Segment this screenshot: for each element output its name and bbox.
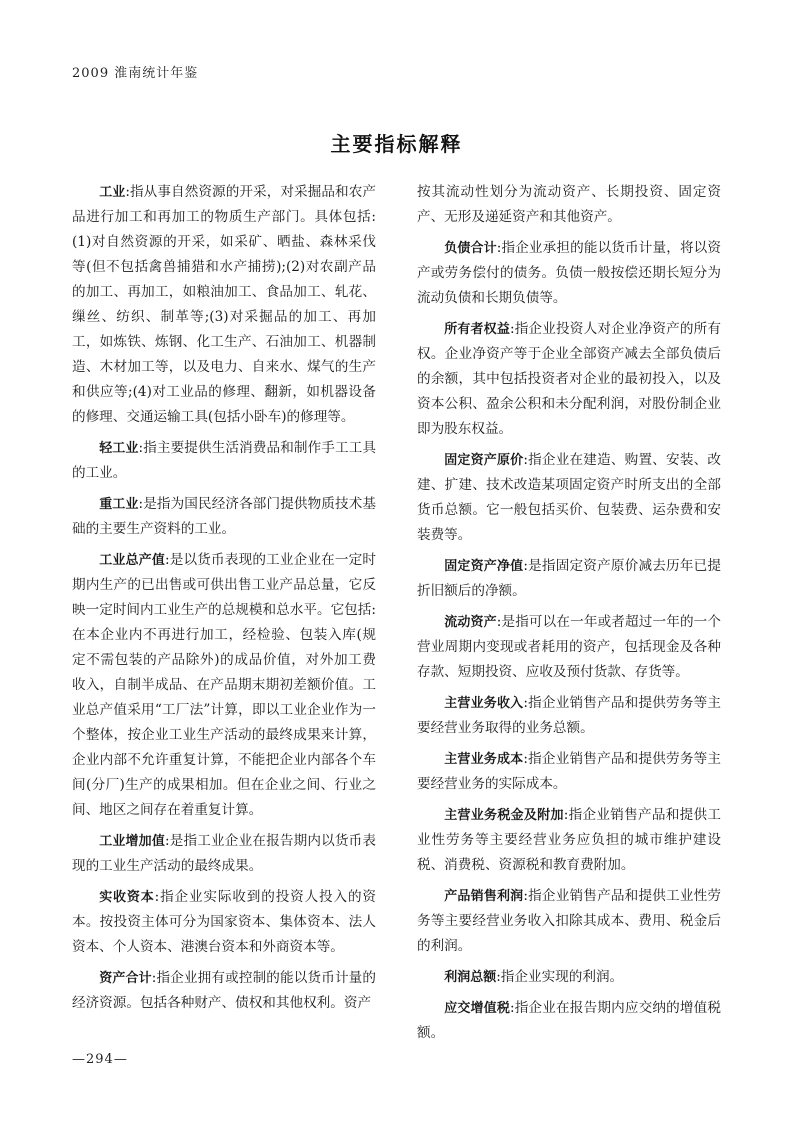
term: 轻工业 <box>99 441 139 456</box>
entry-total-profit <box>417 965 721 990</box>
definition: 是以货币表现的工业企业在一定时期内生产的已出售或可供出售工业产品总量，它反映一定时间内工业生产的总规模和总水平。它包括:在本企业内不再进行加工，经检验、包装入库(规定不需包装的产品除外)的成品价值，对外加工费收入，自制半成品、在产品期末期初差额价值。工业总产值采用“工厂法”计算，即以工业企业作为一个整体，按企业工业生产活动的最终成果来计算，企业内部不允许重复计算，不能把企业内部各个车间(分厂)生产的成果相加。但在企业之间、行业之间、地区之间存在着重复计算。 <box>72 552 376 818</box>
entry-fixed-assets-net-value <box>417 554 721 604</box>
right-column <box>417 180 721 1052</box>
term-separator: : <box>523 751 528 767</box>
definition: 是指工业企业在报告期内以货币表现的工业生产活动的最终成果。 <box>72 833 376 874</box>
entry-product-sales-profit <box>417 884 721 959</box>
term: 重工业 <box>99 497 139 512</box>
term: 流动资产 <box>444 615 497 630</box>
definition: 指企业销售产品和提供工业性劳务等主要经营业务收入扣除其成本、费用、税金后的利润。 <box>417 888 721 954</box>
definition: 指企业承担的能以货币计量，将以资产或劳务偿付的债务。负债一般按偿还期长短分为流动负债和长期负债等。 <box>417 240 721 306</box>
term-separator: : <box>165 552 170 568</box>
definition: 指企业在建造、购置、安装、改建、扩建、技术改造某项固定资产时所支出的全部货币总额。它一般包括买价、包装费、运杂费和安装费等。 <box>417 452 721 543</box>
entry-total-assets-continued: 按其流动性划分为流动资产、长期投资、固定资产、无形及递延资产和其他资产。 <box>417 184 721 225</box>
entry-current-assets <box>417 610 721 685</box>
left-column <box>72 180 376 1022</box>
term: 工业 <box>99 185 126 200</box>
entry-paid-in-capital <box>72 885 376 960</box>
entry-owners-equity <box>417 317 721 442</box>
term-separator: : <box>154 889 160 905</box>
definition: 指企业实际收到的投资人投入的资本。按投资主体可分为国家资本、集体资本、法人资本、个人资本、港澳台资本和外商资本等。 <box>72 889 376 955</box>
page-title: 主要指标解释 <box>330 132 463 156</box>
term-separator: : <box>523 695 528 711</box>
definition: 指企业拥有或控制的能以货币计量的经济资源。包括各种财产、债权和其他权利。资产 <box>72 970 376 1011</box>
term-separator: : <box>510 1000 515 1016</box>
term-separator: : <box>125 184 130 200</box>
entry-total-liabilities <box>417 236 721 311</box>
term: 产品销售利润 <box>444 889 524 904</box>
term: 固定资产净值 <box>444 559 524 574</box>
definition: 指主要提供生活消费品和制作手工工具的工业。 <box>72 440 376 481</box>
entry-main-business-taxes <box>417 803 721 878</box>
term: 固定资产原价 <box>444 453 524 468</box>
definition: 指从事自然资源的开采，对采掘品和农产品进行加工和再加工的物质生产部门。具体包括:(1)对自然资源的开采，如采矿、晒盐、森林采伐等(但不包括禽兽捕猎和水产捕捞);(2)对农副产品的加工、再加工，如粮油加工、食品加工、轧花、缫丝、纺织、制革等;(3)对采掘品的加工、再加工，如炼铁、炼钢、化工生产、石油加工、机器制造、木材加工等，以及电力、自来水、煤气的生产和供应等;(4)对工业品的修理、翻新，如机器设备的修理、交通运输工具(包括小卧车)的修理等。 <box>72 184 376 425</box>
entry-total-assets <box>72 966 376 1016</box>
term: 主营业务收入 <box>444 696 524 711</box>
term: 主营业务成本 <box>444 752 524 767</box>
term-separator: : <box>496 969 501 985</box>
entry-industry <box>72 180 376 430</box>
definition: 是指为国民经济各部门提供物质技术基础的主要生产资料的工业。 <box>72 496 376 537</box>
term-separator: : <box>496 240 502 256</box>
term-separator: : <box>165 833 170 849</box>
term-separator: : <box>523 452 528 468</box>
term: 所有者权益 <box>444 322 511 337</box>
definition: 指企业销售产品和提供工业性劳务等主要经营业务应负担的城市维护建设税、消费税、资源税和教育费附加。 <box>417 807 721 873</box>
term: 应交增值税 <box>444 1001 511 1016</box>
definition: 指企业投资人对企业净资产的所有权。企业净资产等于企业全部资产减去全部负债后的余额，其中包括投资者对企业的最初投入，以及资本公积、盈余公积和未分配利润，对股份制企业即为股东权益。 <box>417 321 721 437</box>
term: 主营业务税金及附加 <box>444 808 564 823</box>
definition: 指企业实现的利润。 <box>500 969 624 985</box>
term-separator: : <box>563 807 569 823</box>
entry-main-business-cost <box>417 747 721 797</box>
term-separator: : <box>138 496 144 512</box>
term-separator: : <box>523 558 528 574</box>
definition: 是指可以在一年或者超过一年的一个营业周期内变现或者耗用的资产，包括现金及各种存款、短期投资、应收及预付货款、存货等。 <box>417 614 721 680</box>
entry-gross-industrial-output <box>72 548 376 823</box>
term: 工业增加值 <box>99 834 166 849</box>
term: 资产合计 <box>99 971 152 986</box>
term-separator: : <box>138 440 144 456</box>
definition: 指企业在报告期内应交纳的增值税额。 <box>417 1000 721 1041</box>
term: 负债合计 <box>444 241 497 256</box>
term: 实收资本 <box>99 890 155 905</box>
running-header: 2009 淮南统计年鉴 <box>72 66 199 81</box>
term-separator: : <box>510 321 515 337</box>
term: 利润总额 <box>444 970 497 985</box>
entry-light-industry <box>72 436 376 486</box>
page-number: —294— <box>72 1052 128 1067</box>
entry-fixed-assets-original-value <box>417 448 721 548</box>
definition: 指企业销售产品和提供劳务等主要经营业务的实际成本。 <box>417 751 721 792</box>
definition: 指企业销售产品和提供劳务等主要经营业务取得的业务总额。 <box>417 695 721 736</box>
term-separator: : <box>523 888 528 904</box>
term: 工业总产值 <box>99 553 166 568</box>
definition: 是指固定资产原价减去历年已提折旧额后的净额。 <box>417 558 721 599</box>
term-separator: : <box>496 614 502 630</box>
entry-heavy-industry <box>72 492 376 542</box>
term-separator: : <box>151 970 157 986</box>
entry-vat-payable <box>417 996 721 1046</box>
entry-industrial-value-added <box>72 829 376 879</box>
entry-main-business-revenue <box>417 691 721 741</box>
